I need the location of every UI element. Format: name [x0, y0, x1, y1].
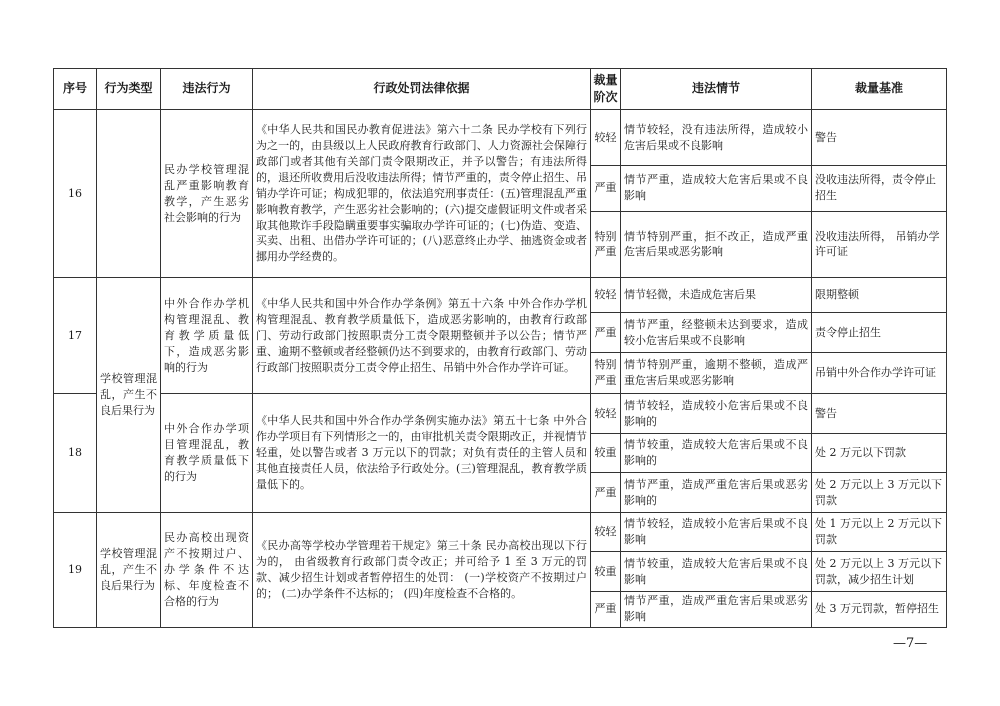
tier-standard: 没收违法所得，责令停止招生 — [812, 166, 947, 212]
row-basis: 《中华人民共和国中外合作办学条例》第五十六条 中外合作办学机构管理混乱、教育教学质量低下，造成恶劣影响的，由教育行政部门、劳动行政部门按照职责分工责令限期整顿并予以公告；情节严重、逾期不整顿或者经整顿仍达不到要求的，由教育行政部门、劳动行政部门按照职责分工责令停止招生、吊销中外合作办学许可证。 — [253, 278, 591, 394]
tier-standard: 限期整顿 — [812, 278, 947, 313]
tier-level: 较轻 — [591, 512, 621, 551]
row-behavior: 中外合作办学机构管理混乱、教育教学质量低下，造成恶劣影响的行为 — [161, 278, 253, 394]
tier-standard: 警告 — [812, 110, 947, 166]
row-basis: 《中华人民共和国民办教育促进法》第六十二条 民办学校有下列行为之一的，由县级以上人民政府教育行政部门、人力资源社会保障行政部门或者其他有关部门责令限期改正，并予以警告；有违法所得的，退还所收费用后没收违法所得；情节严重的，责令停止招生、吊销办学许可证；构成犯罪的，依法追究刑事责任：(五)管理混乱严重影响教育教学，产生恶劣社会影响的；(六)提交虚假证明文件或者采取其他欺诈手段隐瞒重要事实骗取办学许可证的；(七)伪造、变造、买卖、出租、出借办学许可证的；(八)恶意终止办学、抽逃资金或者挪用办学经费的。 — [253, 110, 591, 278]
row-type-merged: 学校管理混乱，产生不良后果行为 — [97, 278, 161, 513]
tier-standard: 责令停止招生 — [812, 313, 947, 352]
row-behavior: 民办高校出现资产不按期过户、办学条件不达标、年度检查不合格的行为 — [161, 512, 253, 627]
header-level: 裁量阶次 — [591, 69, 621, 110]
row-seq: 18 — [54, 394, 97, 512]
tier-level: 特别严重 — [591, 211, 621, 277]
header-behavior: 违法行为 — [161, 69, 253, 110]
tier-circumstance: 情节较重，造成较大危害后果或不良影响的 — [621, 433, 812, 472]
tier-standard: 警告 — [812, 394, 947, 433]
penalty-discretion-table — [53, 68, 947, 628]
tier-circumstance: 情节严重，经整顿未达到要求，造成较小危害后果或不良影响 — [621, 313, 812, 352]
row-basis: 《中华人民共和国中外合作办学条例实施办法》第五十七条 中外合作办学项目有下列情形之一的，由审批机关责令限期改正，并视情节轻重，处以警告或者 3 万元以下的罚款；对负有责任的主管人员和其他直接责任人员，依法给予行政处分。(三)管理混乱，教育教学质量低下的。 — [253, 394, 591, 512]
tier-level: 较轻 — [591, 394, 621, 433]
header-seq: 序号 — [54, 69, 97, 110]
tier-circumstance: 情节严重，造成严重危害后果或恶劣影响的 — [621, 473, 812, 512]
tier-standard: 吊销中外合作办学许可证 — [812, 352, 947, 394]
tier-level: 严重 — [591, 591, 621, 627]
tier-circumstance: 情节特别严重，拒不改正，造成严重危害后果或恶劣影响 — [621, 211, 812, 277]
row-seq: 16 — [54, 110, 97, 278]
header-basis: 行政处罚法律依据 — [253, 69, 591, 110]
tier-level: 严重 — [591, 473, 621, 512]
row-basis: 《民办高等学校办学管理若干规定》第三十条 民办高校出现以下行为的， 由省级教育行政部门责令改正；并可给予 1 至 3 万元的罚款、减少招生计划或者暂停招生的处罚： (一)学校资产不按期过户的； (二)办学条件不达标的； (四)年度检查不合格的。 — [253, 512, 591, 627]
tier-level: 特别严重 — [591, 352, 621, 394]
row-type-empty — [97, 110, 161, 278]
tier-standard: 处 3 万元罚款，暂停招生 — [812, 591, 947, 627]
tier-circumstance: 情节较轻，造成较小危害后果或不良影响的 — [621, 394, 812, 433]
row-seq: 17 — [54, 278, 97, 394]
row-type: 学校管理混乱，产生不良后果行为 — [97, 512, 161, 627]
tier-circumstance: 情节严重，造成较大危害后果或不良影响 — [621, 166, 812, 212]
tier-standard: 没收违法所得， 吊销办学许可证 — [812, 211, 947, 277]
row-behavior: 民办学校管理混乱严重影响教育教学，产生恶劣社会影响的行为 — [161, 110, 253, 278]
row-behavior: 中外合作办学项目管理混乱，教育教学质量低下的行为 — [161, 394, 253, 512]
header-circumstance: 违法情节 — [621, 69, 812, 110]
page-number: —7— — [893, 636, 928, 651]
tier-level: 较重 — [591, 552, 621, 591]
header-type: 行为类型 — [97, 69, 161, 110]
tier-circumstance: 情节轻微，未造成危害后果 — [621, 278, 812, 313]
tier-level: 严重 — [591, 166, 621, 212]
tier-standard: 处 2 万元以上 3 万元以下罚款 — [812, 473, 947, 512]
tier-circumstance: 情节严重，造成严重危害后果或恶劣影响 — [621, 591, 812, 627]
header-row — [54, 69, 947, 110]
tier-level: 较轻 — [591, 278, 621, 313]
table-row — [54, 110, 947, 166]
table-row — [54, 278, 947, 313]
tier-circumstance: 情节特别严重，逾期不整顿，造成严重危害后果或恶劣影响 — [621, 352, 812, 394]
tier-standard: 处 2 万元以下罚款 — [812, 433, 947, 472]
tier-standard: 处 1 万元以上 2 万元以下罚款 — [812, 512, 947, 551]
tier-level: 较重 — [591, 433, 621, 472]
header-standard: 裁量基准 — [812, 69, 947, 110]
tier-circumstance: 情节较重，造成较大危害后果或不良影响 — [621, 552, 812, 591]
tier-level: 严重 — [591, 313, 621, 352]
tier-circumstance: 情节较轻，造成较小危害后果或不良影响 — [621, 512, 812, 551]
table-row — [54, 512, 947, 551]
table-row — [54, 394, 947, 433]
tier-circumstance: 情节较轻，没有违法所得，造成较小危害后果或不良影响 — [621, 110, 812, 166]
tier-level: 较轻 — [591, 110, 621, 166]
row-seq: 19 — [54, 512, 97, 627]
tier-standard: 处 2 万元以上 3 万元以下罚款，减少招生计划 — [812, 552, 947, 591]
